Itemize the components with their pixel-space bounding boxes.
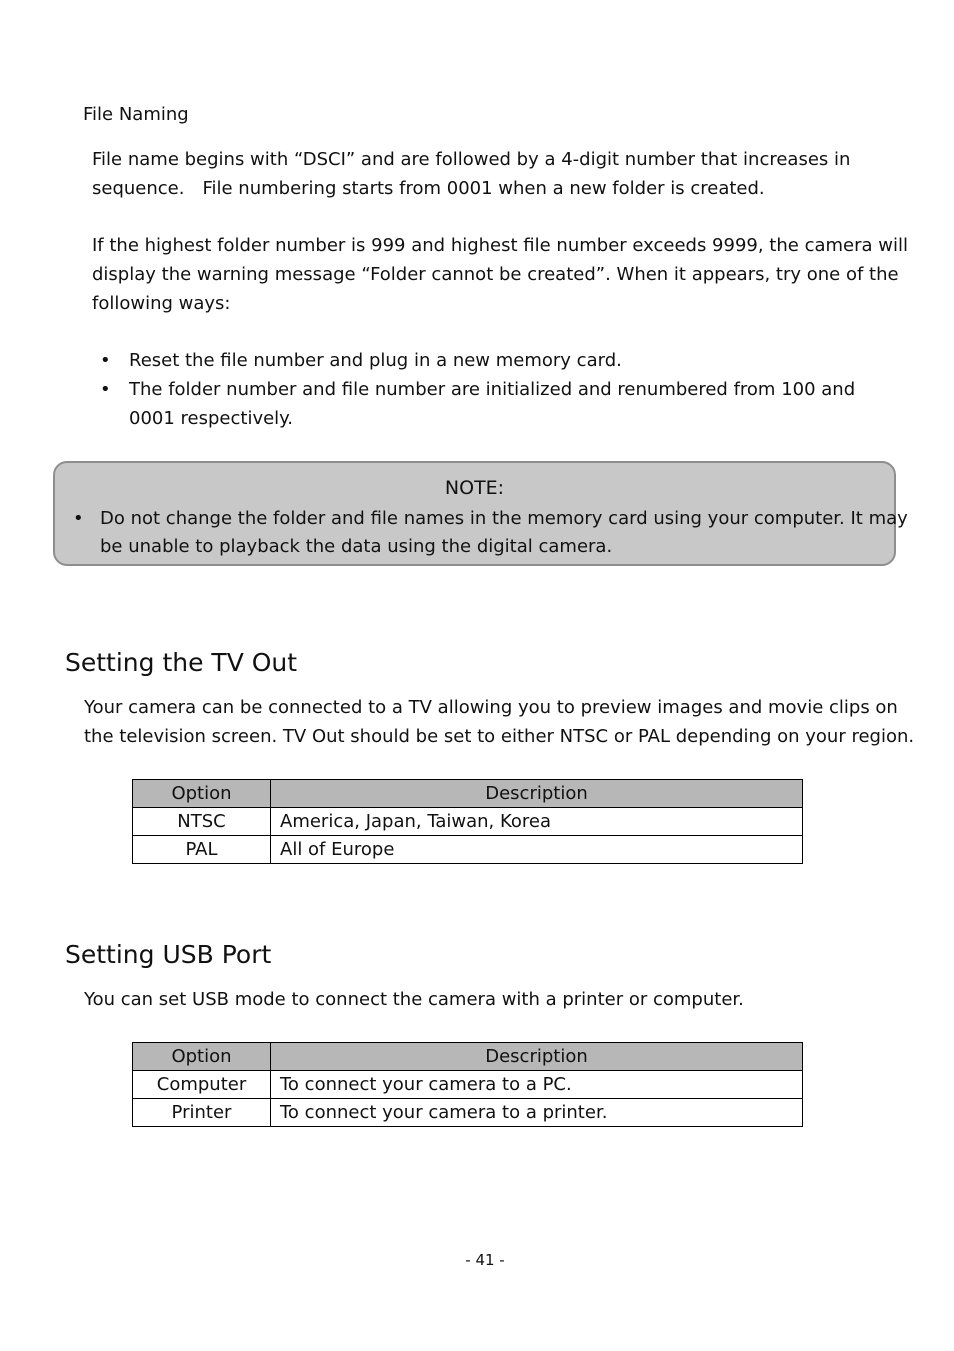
list-item xyxy=(100,346,900,375)
file-naming-paragraph-1: File name begins with “DSCI” and are followed by a 4-digit number that increases in sequence. File numbering starts from 0001 when a new folder is created. xyxy=(92,149,851,199)
description-cell: To connect your camera to a printer. xyxy=(271,1099,803,1127)
column-header-option: Option xyxy=(133,780,271,808)
tv-out-paragraph: Your camera can be connected to a TV allowing you to preview images and movie clips on the television screen. TV Out should be set to either NTSC or PAL depending on your region. xyxy=(84,697,915,747)
file-naming-bullet-list xyxy=(100,346,900,433)
usb-port-paragraph: You can set USB mode to connect the camera with a printer or computer. xyxy=(84,989,744,1010)
tv-out-options-table xyxy=(132,779,803,864)
note-box xyxy=(53,461,908,566)
bullet-icon: • xyxy=(100,379,111,400)
option-cell: Printer xyxy=(133,1099,271,1127)
bullet-icon: • xyxy=(73,508,84,529)
option-cell: Computer xyxy=(133,1071,271,1099)
list-item-text: The folder number and file number are initialized and renumbered from 100 and 0001 respectively. xyxy=(129,379,856,429)
table-header-row xyxy=(133,1043,803,1071)
description-cell: America, Japan, Taiwan, Korea xyxy=(271,808,803,836)
table-row xyxy=(133,1071,803,1099)
list-item xyxy=(100,375,900,433)
table-row xyxy=(133,1099,803,1127)
usb-options-table xyxy=(132,1042,803,1127)
file-naming-paragraph-2: If the highest folder number is 999 and highest file number exceeds 9999, the camera will display the warning message “Folder cannot be created”. When it appears, try one of the following ways: xyxy=(92,235,908,314)
note-text: Do not change the folder and file names in the memory card using your computer. It may be unable to playback the data using the digital camera. xyxy=(100,508,908,557)
option-cell: NTSC xyxy=(133,808,271,836)
list-item-text: Reset the file number and plug in a new memory card. xyxy=(129,350,622,371)
description-cell: All of Europe xyxy=(271,836,803,864)
description-cell: To connect your camera to a PC. xyxy=(271,1071,803,1099)
column-header-option: Option xyxy=(133,1043,271,1071)
table-header-row xyxy=(133,780,803,808)
table-row xyxy=(133,836,803,864)
note-item xyxy=(73,505,910,561)
table-row xyxy=(133,808,803,836)
note-title: NOTE: xyxy=(444,477,505,499)
page-number: - 41 - xyxy=(465,1251,505,1269)
tv-out-heading: Setting the TV Out xyxy=(65,648,298,677)
column-header-description: Description xyxy=(271,780,803,808)
option-cell: PAL xyxy=(133,836,271,864)
column-header-description: Description xyxy=(271,1043,803,1071)
file-naming-heading: File Naming xyxy=(83,104,189,125)
usb-port-heading: Setting USB Port xyxy=(65,940,272,969)
bullet-icon: • xyxy=(100,350,111,371)
